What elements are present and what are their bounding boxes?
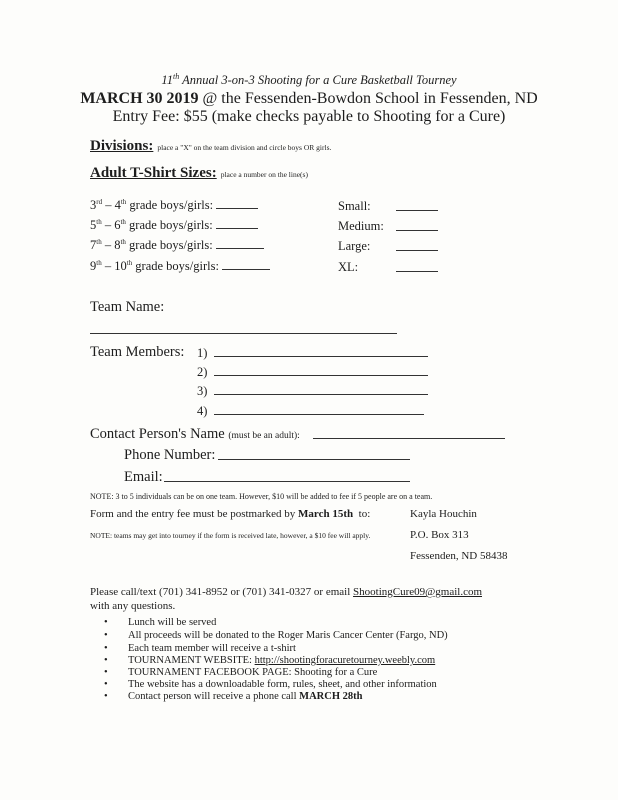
list-item: • All proceeds will be donated to the Roger Maris Cancer Center (Fargo, ND)	[104, 630, 448, 641]
member-field-2[interactable]	[214, 375, 428, 376]
bullet-icon: •	[104, 617, 108, 628]
list-item: • TOURNAMENT WEBSITE: http://shootingforacuretourney.weebly.com	[104, 655, 436, 666]
size-xl-blank[interactable]	[396, 271, 438, 272]
member-number: 3)	[197, 384, 208, 398]
phone-field[interactable]	[218, 459, 410, 460]
division-row: 5th – 6th grade boys/girls:	[90, 217, 258, 233]
size-small-blank[interactable]	[396, 210, 438, 211]
late-fee-note: NOTE: teams may get into tourney if the form is received late, however, a $10 fee will apply.	[90, 531, 371, 540]
member-number: 2)	[197, 365, 208, 379]
member-field-4[interactable]	[214, 414, 424, 415]
team-members-label: Team Members:	[90, 344, 185, 360]
website-link[interactable]: http://shootingforacuretourney.weebly.com	[254, 655, 436, 666]
size-xl-label: XL:	[338, 260, 359, 274]
division-blank[interactable]	[216, 237, 264, 249]
email-label: Email:	[124, 469, 163, 485]
phone-label: Phone Number:	[124, 447, 216, 463]
list-item: • Each team member will receive a t-shirt	[104, 643, 296, 654]
contact-info-line: Please call/text (701) 341-8952 or (701) 341-0327 or email ShootingCure09@gmail.com	[90, 586, 483, 598]
division-blank[interactable]	[216, 197, 258, 209]
bullet-icon: •	[104, 643, 108, 654]
bullet-icon: •	[104, 691, 108, 702]
bullet-icon: •	[104, 667, 108, 678]
email-field[interactable]	[164, 481, 410, 482]
team-name-field[interactable]	[90, 333, 397, 334]
division-row: 7th – 8th grade boys/girls:	[90, 237, 264, 253]
size-large-blank[interactable]	[396, 250, 438, 251]
contact-email-link[interactable]: ShootingCure09@gmail.com	[353, 586, 483, 598]
team-size-note: NOTE: 3 to 5 individuals can be on one team. However, $10 will be added to fee if 5 people are on a team.	[90, 492, 433, 501]
member-number: 4)	[197, 404, 208, 418]
contact-person-field[interactable]	[313, 438, 505, 439]
list-item: • Contact person will receive a phone call MARCH 28th	[104, 691, 363, 702]
division-row: 9th – 10th grade boys/girls:	[90, 258, 270, 274]
size-medium-blank[interactable]	[396, 230, 438, 231]
bullet-icon: •	[104, 679, 108, 690]
contact-person-label: Contact Person's Name (must be an adult):	[90, 426, 300, 442]
size-small-label: Small:	[338, 199, 371, 213]
size-medium-label: Medium:	[338, 219, 384, 233]
list-item: • Lunch will be served	[104, 617, 217, 628]
team-name-label: Team Name:	[90, 299, 165, 315]
division-blank[interactable]	[222, 258, 270, 270]
member-field-3[interactable]	[214, 394, 428, 395]
bullet-icon: •	[104, 630, 108, 641]
size-large-label: Large:	[338, 239, 371, 253]
division-row: 3rd – 4th grade boys/girls:	[90, 197, 258, 213]
tourney-title: 11th Annual 3-on-3 Shooting for a Cure Basketball Tourney	[161, 72, 457, 88]
list-item: • The website has a downloadable form, rules, sheet, and other information	[104, 679, 437, 690]
member-field-1[interactable]	[214, 356, 428, 357]
event-date-location: MARCH 30 2019 @ the Fessenden-Bowdon School in Fessenden, ND	[80, 90, 538, 107]
tshirt-heading: Adult T-Shirt Sizes: place a number on the line(s)	[90, 165, 308, 181]
address-city: Fessenden, ND 58438	[410, 550, 508, 562]
divisions-heading: Divisions: place a "X" on the team division and circle boys OR girls.	[90, 138, 332, 154]
division-blank[interactable]	[216, 217, 258, 229]
list-item: • TOURNAMENT FACEBOOK PAGE: Shooting for a Cure	[104, 667, 378, 678]
entry-fee: Entry Fee: $55 (make checks payable to Shooting for a Cure)	[112, 108, 506, 125]
contact-info-line2: with any questions.	[90, 600, 176, 612]
address-box: P.O. Box 313	[410, 529, 469, 541]
member-number: 1)	[197, 346, 208, 360]
postmark-deadline: Form and the entry fee must be postmarked by March 15th to:	[90, 508, 371, 520]
address-name: Kayla Houchin	[410, 508, 477, 520]
bullet-icon: •	[104, 655, 108, 666]
